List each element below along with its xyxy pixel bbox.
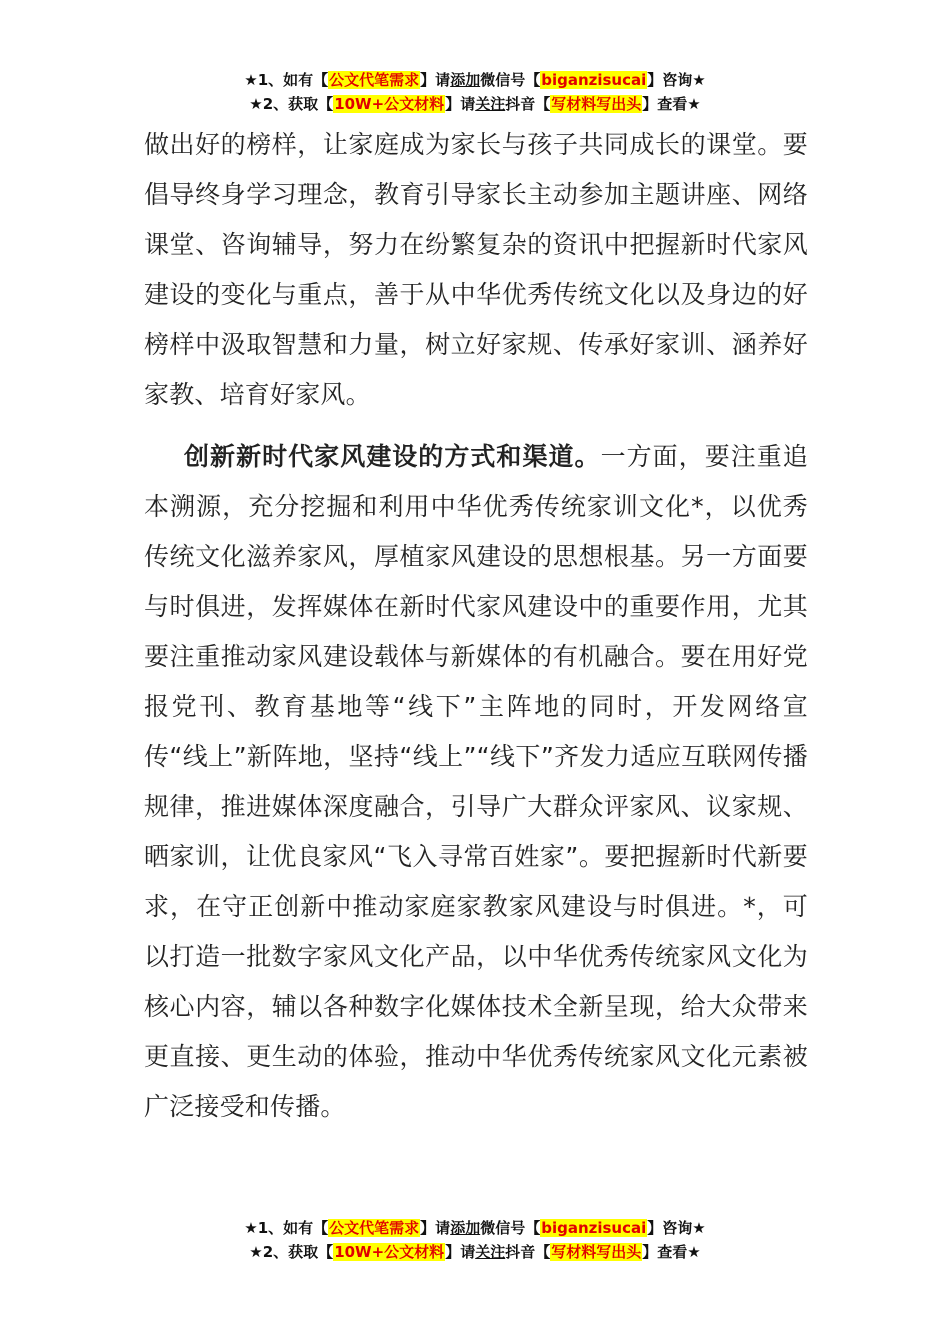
banner-text: 】请 <box>445 1243 476 1261</box>
footer-banner <box>0 1216 950 1264</box>
banner-text: 】请 <box>420 1219 451 1237</box>
banner-text: ★1、如有【 <box>244 1219 329 1237</box>
highlight-wechat-id: biganzisucai <box>541 1219 647 1237</box>
paragraph-heading: 创新新时代家风建设的方式和渠道。 <box>184 442 601 471</box>
highlight-materials: 10W+公文材料 <box>334 1243 445 1261</box>
paragraph-1: 做出好的榜样，让家庭成为家长与孩子共同成长的课堂。要倡导终身学习理念，教育引导家长主动参加主题讲座、网络课堂、咨询辅导，努力在纷繁复杂的资讯中把握新时代家风建设的变化与重点，善于从中华优秀传统文化以及身边的好榜样中汲取智慧和力量，树立好家规、传承好家训、涵养好家教、培育好家风。 <box>144 130 808 409</box>
banner-line-1 <box>0 1216 950 1240</box>
banner-line-2 <box>0 92 950 116</box>
banner-text: 】咨询★ <box>647 1219 706 1237</box>
banner-text: 微信号【 <box>480 71 541 89</box>
highlight-ghostwriting: 公文代笔需求 <box>329 1219 420 1237</box>
banner-text: 】查看★ <box>642 95 701 113</box>
banner-text: 】请 <box>420 71 451 89</box>
banner-text: ★2、获取【 <box>249 95 334 113</box>
banner-text: 抖音【 <box>505 1243 551 1261</box>
banner-text: 】请 <box>445 95 476 113</box>
banner-text: 】咨询★ <box>647 71 706 89</box>
highlight-douyin: 写材料写出头 <box>551 1243 642 1261</box>
banner-text: ★1、如有【 <box>244 71 329 89</box>
highlight-douyin: 写材料写出头 <box>551 95 642 113</box>
highlight-materials: 10W+公文材料 <box>334 95 445 113</box>
paragraph-2-text: 一方面，要注重追本溯源，充分挖掘和利用中华优秀传统家训文化*，以优秀传统文化滋养家风，厚植家风建设的思想根基。另一方面要与时俱进，发挥媒体在新时代家风建设中的重要作用，尤其要注重推动家风建设载体与新媒体的有机融合。要在用好党报党刊、教育基地等“线下”主阵地的同时，开发网络宣传“线上”新阵地，坚持“线上”“线下”齐发力适应互联网传播规律，推进媒体深度融合，引导广大群众评家风、议家规、晒家训，让优良家风“飞入寻常百姓家”。要把握新时代新要求，在守正创新中推动家庭家教家风建设与时俱进。*，可以打造一批数字家风文化产品，以中华优秀传统家风文化为核心内容，辅以各种数字化媒体技术全新呈现，给大众带来更直接、更生动的体验，推动中华优秀传统家风文化元素被广泛接受和传播。 <box>144 442 809 1121</box>
header-banner <box>0 68 950 116</box>
banner-text: 】查看★ <box>642 1243 701 1261</box>
highlight-wechat-id: biganzisucai <box>541 71 647 89</box>
underlined-follow: 关注 <box>475 1243 506 1261</box>
banner-line-2 <box>0 1240 950 1264</box>
underlined-add: 添加 <box>450 1219 481 1237</box>
banner-text: ★2、获取【 <box>249 1243 334 1261</box>
underlined-follow: 关注 <box>475 95 506 113</box>
banner-text: 微信号【 <box>480 1219 541 1237</box>
highlight-ghostwriting: 公文代笔需求 <box>329 71 420 89</box>
paragraph-2 <box>144 432 808 1132</box>
document-body <box>144 120 808 1132</box>
underlined-add: 添加 <box>450 71 481 89</box>
banner-line-1 <box>0 68 950 92</box>
banner-text: 抖音【 <box>505 95 551 113</box>
